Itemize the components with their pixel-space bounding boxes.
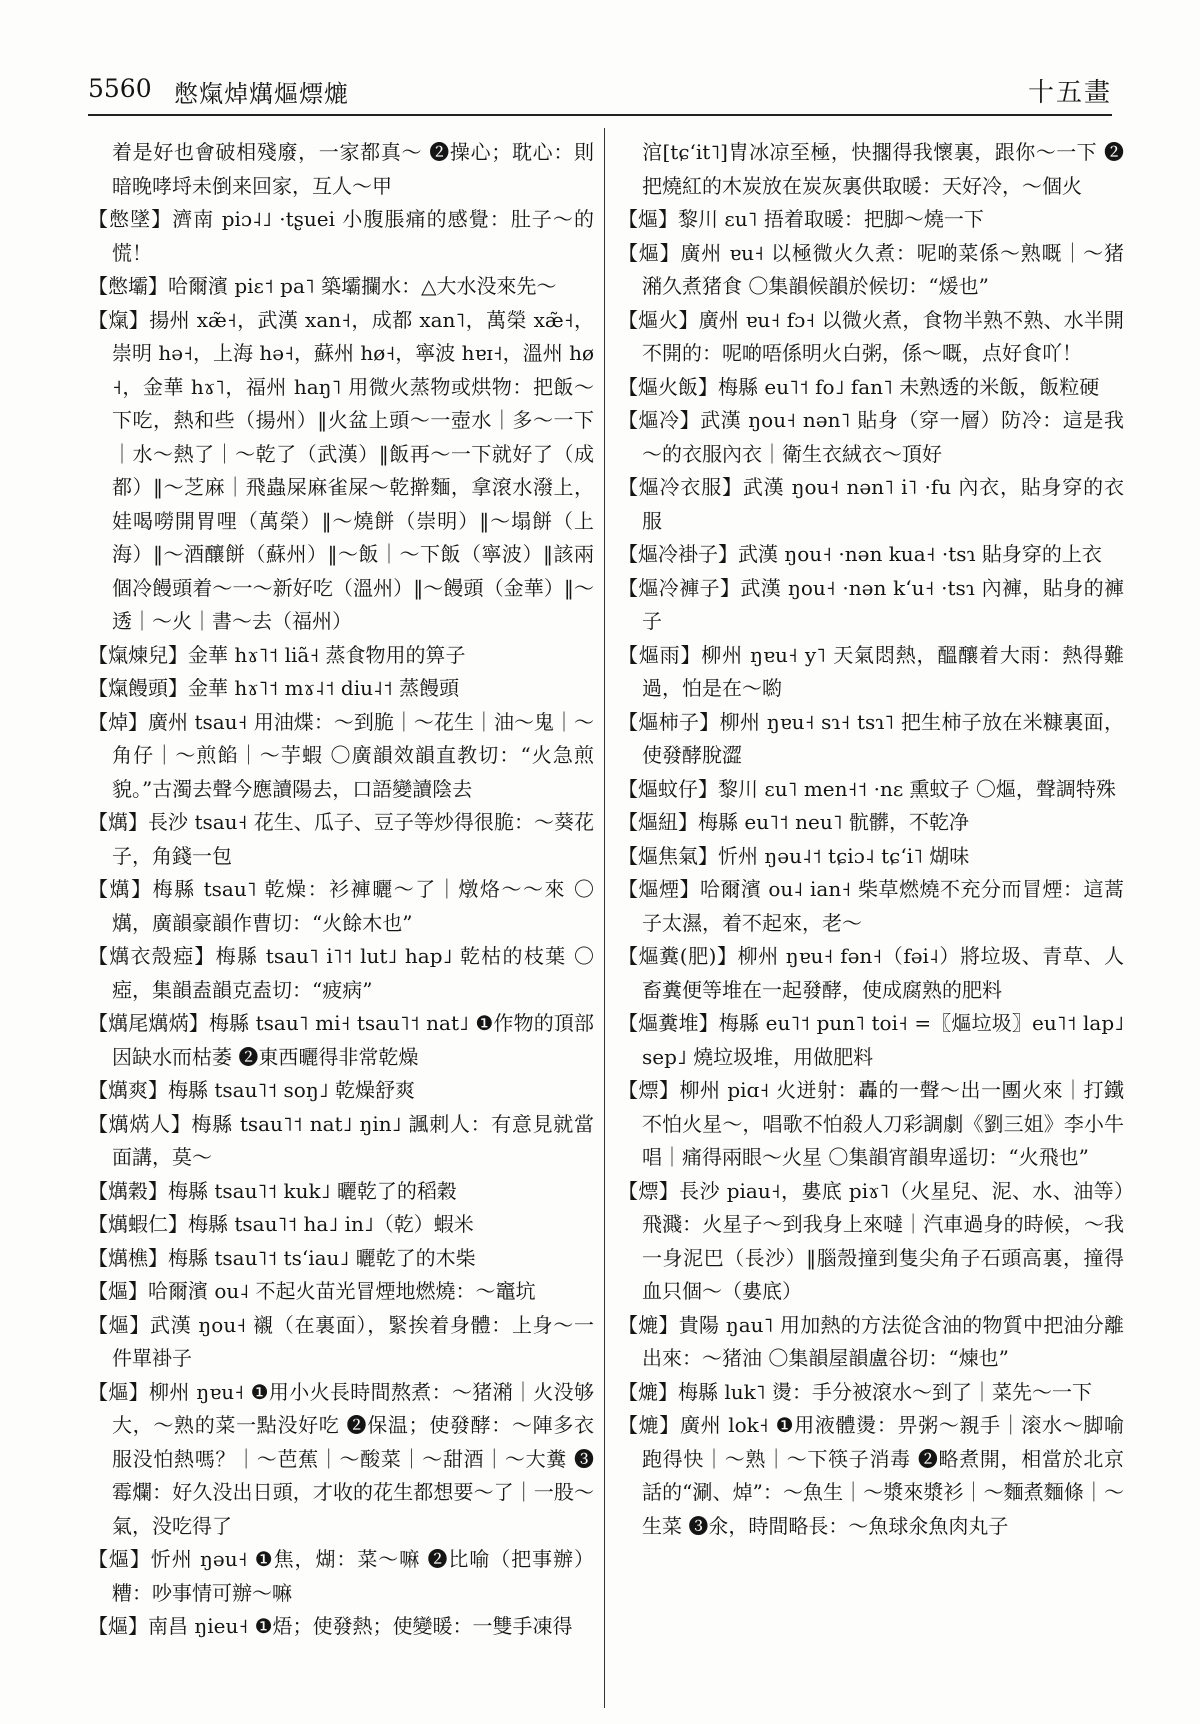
- running-headwords: 憋熂焯燤熰熛熝: [174, 80, 349, 108]
- dictionary-entry: 【熰】南昌 ŋieu˧ ❶焐；使發熱；使變暖：一雙手凍得: [88, 1614, 573, 1638]
- dictionary-entry: 【熂】揚州 xæ̃˧，武漢 xan˧，成都 xan˥，萬榮 xæ̃˧，崇明 hə˧，上海 hə˧，蘇州 hø˧，寧波 hɐɪ˧，溫州 hø˧，金華 hɤ˥，福州 haŋ˥ 用微火蒸物或烘物：把飯～下吃，熱和些（揚州）‖火盆上頭～一壺水｜多～一下｜水～熱了｜～乾了（武漢）‖飯再～一下就好了（成都）‖～芝麻｜飛蟲屎麻雀屎～乾擀麵，拿滾水潑上，娃喝嘮開胃哩（萬榮）‖～燒餅（崇明）‖～塌餅（上海）‖～酒釀餅（蘇州）‖～飯｜～下飯（寧波）‖該兩個冷饅頭着～一～新好吃（溫州）‖～饅頭（金華）‖～透｜～火｜書～去（福州）: [88, 307, 594, 633]
- dictionary-entry: 【熰】忻州 ŋəu˧ ❶焦，煳：菜～嘛 ❷比喻（把事辦）糟：吵事情可辦～嘛: [88, 1547, 594, 1605]
- dictionary-entry: 涫[tɕʻit˥]胄冰凉至極，快擱得我懷裏，跟你～一下 ❷把燒紅的木炭放在炭灰裏供取暖：天好冷，～個火: [642, 140, 1124, 198]
- dictionary-entry: 【熂煉兒】金華 hɤ˥˦ liã˧ 蒸食物用的箅子: [88, 642, 466, 667]
- dictionary-entry: 【燤】長沙 tsau˧ 花生、瓜子、豆子等炒得很脆：～葵花子，角錢一包: [88, 810, 594, 868]
- dictionary-entry: 【熝】梅縣 luk˥ 燙：手分被滾水～到了｜菜先～一下: [618, 1379, 1092, 1404]
- dictionary-entry: 【焯】廣州 tsau˧ 用油煠：～到脆｜～花生｜油～鬼｜～角仔｜～煎餡｜～芋蝦 〇廣韻效韻直教切：“火急煎貌。”古濁去聲今應讀陽去，口語變讀陰去: [88, 709, 594, 801]
- dictionary-entry: 【熰冷褂子】武漢 ŋou˧ ·nən kua˧ ·tsɿ 貼身穿的上衣: [618, 542, 1102, 566]
- dictionary-entry: 【熰】柳州 ŋɐu˧ ❶用小火長時間熬煮：～猪潲｜火没够大，～熟的菜一點没好吃 ❷保温；使發酵：～陣多衣服没怕熱嗎？｜～芭蕉｜～酸菜｜～甜酒｜～大糞 ❸霉爛：好久没出日頭，才收的花生都想要～了｜一股～氣，没吃得了: [88, 1379, 594, 1538]
- dictionary-entry: 【熝】貴陽 ŋau˥ 用加熱的方法從含油的物質中把油分離出來：～猪油 〇集韻屋韻盧谷切：“煉也”: [618, 1312, 1124, 1370]
- dictionary-entry: 【憋墜】濟南 piɔ˨˩ ·tʂuei 小腹脹痛的感覺：肚子～的慌！: [88, 207, 594, 265]
- dictionary-entry: 【熛】長沙 piau˧，婁底 piɤ˥（火星兒、泥、水、油等）飛濺：火星子～到我身上來噠｜汽車過身的時候，～我一身泥巴（長沙）‖腦殼撞到隻尖角子石頭高裏，撞得血只個～（婁底）: [618, 1178, 1124, 1303]
- dictionary-entry: 【熰煙】哈爾濱 ou˨ ian˧ 柴草燃燒不充分而冒煙：這蒿子太濕，着不起來，老～: [618, 877, 1124, 935]
- stroke-section: 十五畫: [1027, 78, 1112, 108]
- dictionary-entry: 【熰火】廣州 ɐu˧ fɔ˧ 以微火煮，食物半熟不熟、水半開不開的：呢啲唔係明火白粥，係～嘅，点好食吖！: [618, 307, 1124, 365]
- dictionary-entry: 【熝】廣州 lok˧ ❶用液體燙：畀粥～親手｜滚水～脚喻跑得快｜～熟｜～下筷子消毒 ❷略煮開，相當於北京話的“涮、焯”：～魚生｜～漿來漿衫｜～麵煮麵條｜～生菜 ❸氽，時間略長：～魚球氽魚肉丸子: [618, 1413, 1124, 1538]
- dictionary-entry: 【燤蝦仁】梅縣 tsau˥˦ ha˩ in˩（乾）蝦米: [88, 1212, 474, 1236]
- dictionary-entry: 【燤衣殼瘂】梅縣 tsau˥ i˥˦ lut˩ hap˩ 乾枯的枝葉 〇瘂，集韻盍韻克盍切：“疲病”: [88, 944, 594, 1002]
- page-number: 5560: [88, 74, 152, 103]
- dictionary-entry: 【燤】梅縣 tsau˥ 乾燥：衫褲曬～了｜燉烙～～來 〇燤，廣韻豪韻作曹切：“火餘木也”: [88, 877, 594, 935]
- dictionary-entry: 【燤尾燤焫】梅縣 tsau˥ mi˧ tsau˥˦ nat˩ ❶作物的頂部因缺水而枯萎 ❷東西曬得非常乾燥: [88, 1011, 594, 1069]
- left-column: [88, 136, 594, 1706]
- dictionary-entry: 【熰冷】武漢 ŋou˧ nən˥ 貼身（穿一層）防冷：這是我～的衣服內衣｜衛生衣絨衣～頂好: [618, 408, 1124, 466]
- column-divider: [604, 128, 605, 1708]
- dictionary-entry: 【燤焫人】梅縣 tsau˥˦ nat˩ ŋin˩ 諷刺人：有意見就當面講，莫～: [88, 1111, 594, 1169]
- right-column: [618, 136, 1124, 1706]
- dictionary-entry: 着是好也會破相殘廢，一家都真～ ❷操心；耽心：則暗晚哮埒未倒来回家，互人～甲: [112, 140, 594, 198]
- dictionary-entry: 【熰焦氣】忻州 ŋəu˨˦ tɕiɔ˨ tɕʻi˥ 煳味: [618, 843, 970, 868]
- dictionary-entry: 【燤爽】梅縣 tsau˥˦ soŋ˩ 乾燥舒爽: [88, 1078, 415, 1102]
- dictionary-entry: 【燤穀】梅縣 tsau˥˦ kuk˩ 曬乾了的稻穀: [88, 1178, 457, 1203]
- dictionary-entry: 【熰蚊仔】黎川 ɛu˥ men˧˦ ·nɛ 熏蚊子 〇熰，聲調特殊: [618, 776, 1116, 801]
- dictionary-entry: 【熰冷褲子】武漢 ŋou˧ ·nən kʻu˧ ·tsɿ 內褲，貼身的褲子: [618, 575, 1124, 633]
- dictionary-entry: 【熰糞(肥)】柳州 ŋɐu˧ fən˧（fəi˨）將垃圾、青草、人畜糞便等堆在一起發酵，使成腐熟的肥料: [618, 944, 1124, 1002]
- dictionary-entry: 【熰】廣州 ɐu˧ 以極微火久煮：呢啲菜係～熟嘅｜～猪潲久煮猪食 〇集韻候韻於候切：“煖也”: [618, 240, 1124, 298]
- dictionary-entry: 【熂饅頭】金華 hɤ˥˦ mɤ˨˦ diu˨˦ 蒸饅頭: [88, 676, 460, 700]
- dictionary-entry: 【熰火飯】梅縣 eu˥˦ fo˩ fan˥ 未熟透的米飯，飯粒硬: [618, 374, 1100, 399]
- dictionary-entry: 【熰冷衣服】武漢 ŋou˧ nən˥ i˥ ·fu 內衣，貼身穿的衣服: [618, 475, 1124, 533]
- dictionary-entry: 【憋壩】哈爾濱 piɛ˦ pa˥ 築壩攔水：△大水没來先～: [88, 274, 557, 298]
- dictionary-entry: 【熰】黎川 ɛu˥ 捂着取暖：把脚～燒一下: [618, 207, 984, 231]
- dictionary-entry: 【熰雨】柳州 ŋɐu˧ y˥ 天氣悶熱，醞釀着大雨：熱得難過，怕是在～喲: [618, 642, 1124, 700]
- dictionary-entry: 【熰】武漢 ŋou˧ 襯（在裏面），緊挨着身體：上身～一件單褂子: [88, 1312, 594, 1370]
- dictionary-entry: 【熰】哈爾濱 ou˨ 不起火苗光冒煙地燃燒：～竈坑: [88, 1279, 536, 1303]
- dictionary-entry: 【熰糞堆】梅縣 eu˥˦ pun˥ toi˧ =〖熰垃圾〗eu˥˦ lap˩ sep˩ 燒垃圾堆，用做肥料: [618, 1011, 1124, 1069]
- dictionary-entry: 【熛】柳州 piɑ˧ 火迸射：轟的一聲～出一團火來｜打鐵不怕火星～，唱歌不怕殺人刀彩調劇《劉三姐》李小牛唱｜痛得兩眼～火星 〇集韻宵韻卑遥切：“火飛也”: [618, 1078, 1124, 1169]
- dictionary-entry: 【熰紐】梅縣 eu˥˦ neu˥ 骯髒，不乾净: [618, 810, 969, 834]
- dictionary-entry: 【熰柿子】柳州 ŋɐu˧ sɿ˧ tsɿ˥ 把生柿子放在米糠裏面，使發酵脫澀: [618, 709, 1124, 767]
- dictionary-entry: 【燤樵】梅縣 tsau˥˦ tsʻiau˩ 曬乾了的木柴: [88, 1245, 476, 1270]
- header-rule: [88, 114, 1112, 116]
- page-header: [88, 70, 1112, 110]
